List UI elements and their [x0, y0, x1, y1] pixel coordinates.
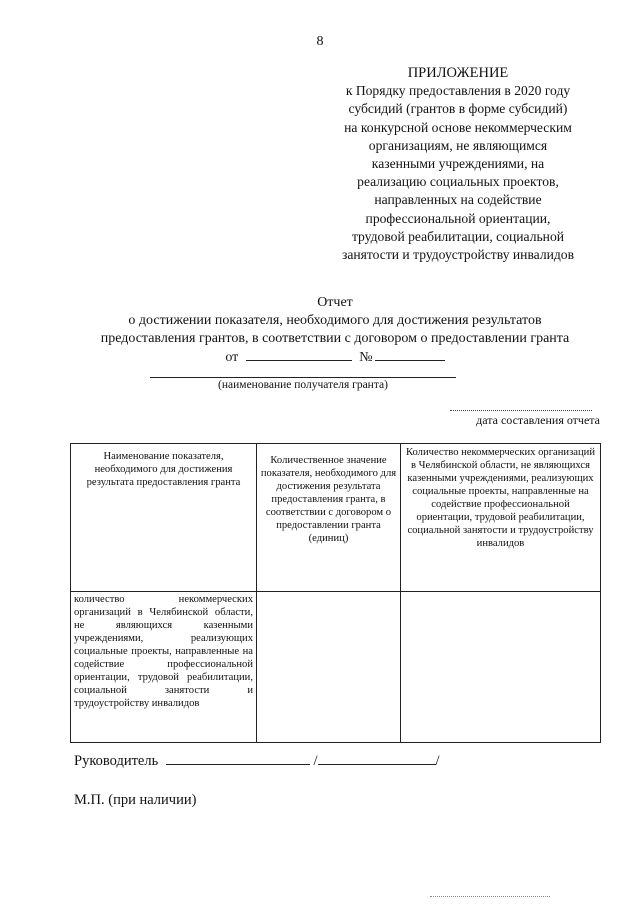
date-field[interactable]	[246, 348, 352, 361]
appendix-line: организациям, не являющимся	[368, 137, 548, 153]
signature-line	[74, 752, 440, 770]
appendix-line: реализацию социальных проектов,	[357, 174, 559, 190]
table-header-cell: Количественное значение показателя, необходимого для достижения результата предоставления гранта, в соответствии с договором о предоставлении гранта (единиц)	[257, 444, 401, 592]
appendix-block	[300, 64, 616, 264]
table-cell-count[interactable]	[401, 592, 601, 743]
appendix-line: трудовой реабилитации, социальной	[351, 228, 565, 244]
signature-field[interactable]	[166, 752, 310, 765]
recipient-field[interactable]	[150, 377, 456, 378]
table-cell-indicator: количество некоммерческих организаций в Челябинской области, не являющихся казенными учреждениями, реализующих социальные проекты, направленные на содействие профессиональной ориентации, трудовой реабилитации, социальной занятости и трудоустройству инвалидов	[71, 592, 257, 743]
appendix-line: профессиональной ориентации,	[365, 210, 551, 226]
date-caption: дата составления отчета	[476, 413, 600, 427]
seal-note: М.П. (при наличии)	[74, 792, 197, 808]
appendix-line: к Порядку предоставления в 2020 году	[345, 83, 571, 99]
table-row	[71, 592, 601, 743]
table-header-cell: Количество некоммерческих организаций в Челябинской области, не являющихся казенными учреждениями, реализующих социальные проекты, направленные на содействие профессиональной ориентации, трудовой реабилитации, социальной занятости и трудоустройству инвалидов	[401, 444, 601, 592]
number-field[interactable]	[375, 348, 445, 361]
recipient-caption: (наименование получателя гранта)	[218, 379, 388, 391]
report-title: Отчет	[317, 295, 353, 310]
page-number: 8	[316, 34, 324, 49]
footer-divider	[430, 896, 550, 897]
signature-name-field[interactable]	[318, 752, 436, 765]
indicator-table	[70, 443, 601, 743]
date-prefix: от	[225, 350, 239, 365]
appendix-line: на конкурсной основе некоммерческим	[344, 119, 572, 135]
appendix-line: казенными учреждениями, на	[371, 156, 545, 172]
signature-separator: /	[313, 753, 318, 769]
appendix-line: занятости и трудоустройству инвалидов	[341, 247, 575, 263]
signature-separator: /	[435, 753, 440, 769]
appendix-line: направленных на содействие	[374, 192, 542, 208]
appendix-line: субсидий (грантов в форме субсидий)	[348, 101, 568, 117]
report-line: о достижении показателя, необходимого для достижения результатов	[128, 313, 542, 328]
report-heading	[40, 294, 630, 367]
report-date-field[interactable]	[450, 410, 592, 411]
signature-label: Руководитель	[74, 753, 159, 769]
appendix-title: ПРИЛОЖЕНИЕ	[407, 65, 509, 81]
table-cell-value[interactable]	[257, 592, 401, 743]
table-header-row	[71, 444, 601, 592]
report-line: предоставления грантов, в соответствии с договором о предоставлении гранта	[100, 331, 570, 346]
number-sign: №	[359, 350, 373, 365]
table-header-cell: Наименование показателя, необходимого для достижения результата предоставления гранта	[71, 444, 257, 592]
report-date-line	[40, 348, 630, 367]
